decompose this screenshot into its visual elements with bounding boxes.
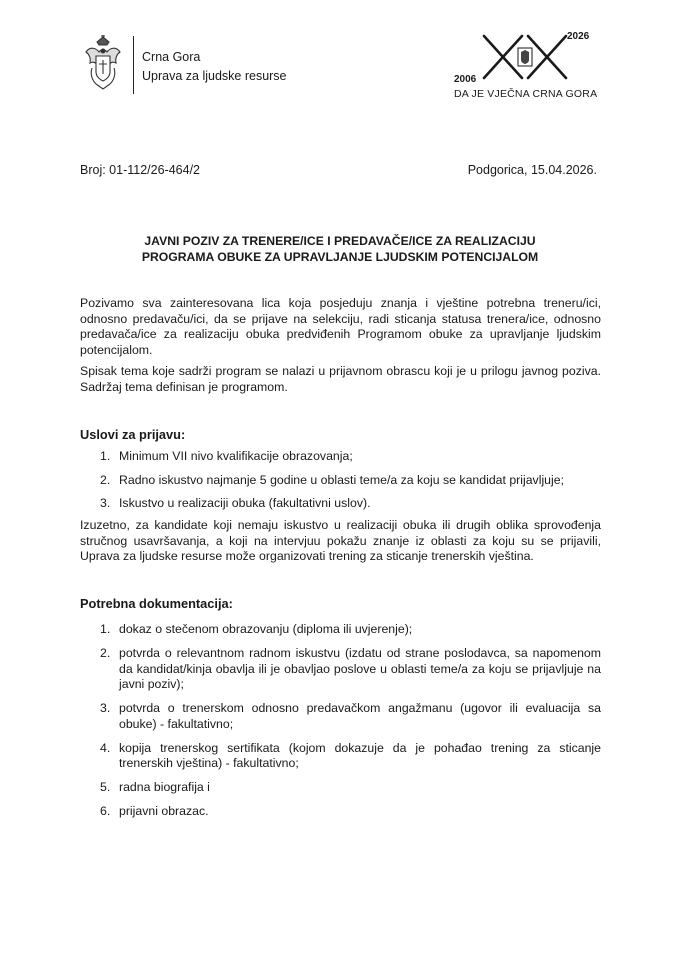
reference-number: Broj: 01-112/26-464/2	[80, 163, 200, 177]
item-number: 3.	[100, 701, 111, 715]
list-item	[80, 646, 601, 693]
list-item	[80, 780, 601, 796]
item-number: 3.	[100, 496, 111, 510]
conditions-list	[80, 449, 601, 520]
list-item	[80, 473, 601, 489]
item-number: 1.	[100, 622, 111, 636]
title-line-1: JAVNI POZIV ZA TRENERE/ICE I PREDAVAČE/ICE ZA REALIZACIJU	[144, 234, 536, 248]
item-text: radna biografija i	[119, 780, 210, 794]
list-item	[80, 804, 601, 820]
conditions-heading: Uslovi za prijavu:	[80, 427, 186, 442]
header-divider	[133, 36, 134, 94]
list-item	[80, 701, 601, 732]
item-text: kopija trenerskog sertifikata (kojom dokazuje da je pohađao trening za sticanje trenerskih vještina) - fakultativno;	[119, 740, 601, 770]
item-text: potvrda o trenerskom odnosno predavačkom angažmanu (ugovor ili evaluacija sa obuke) - fakultativno;	[119, 701, 601, 731]
list-item	[80, 622, 601, 638]
logo-year-left: 2006	[454, 74, 477, 85]
org-country: Crna Gora	[142, 50, 201, 64]
logo-slogan: DA JE VJEČNA CRNA GORA	[454, 88, 598, 100]
item-number: 2.	[100, 472, 111, 487]
organization-name	[142, 48, 287, 86]
item-text: Minimum VII nivo kvalifikacije obrazovanja;	[119, 449, 353, 463]
item-text: Radno iskustvo najmanje 5 godine u oblasti teme/a za koju se kandidat prijavljuje;	[119, 472, 564, 487]
place-date: Podgorica, 15.04.2026.	[467, 163, 597, 177]
intro-paragraph-2: Spisak tema koje sadrži program se nalazi u prijavnom obrascu koji je u prilogu javnog poziva. Sadržaj tema definisan je programom.	[80, 364, 601, 394]
list-item	[80, 449, 601, 465]
intro-paragraph-1: Pozivamo sva zainteresovana lica koja posjeduju znanja i vještine potrebna treneru/ici, odnosno predavaču/ici, da se prijave na selekciju, radi sticanja statusa trenera/ice, odnosno predavača/ice za realizaciju obuka predviđenih Programom obuke za upravljanje ljudskim potencijalom.	[80, 296, 601, 357]
logo-year-right: 2026	[567, 31, 590, 42]
item-number: 1.	[100, 449, 111, 463]
coat-of-arms-icon	[82, 34, 124, 92]
documents-list	[80, 622, 601, 828]
item-text: dokaz o stečenom obrazovanju (diploma ili uvjerenje);	[119, 622, 413, 636]
conditions-note: Izuzetno, za kandidate koji nemaju iskustvo u realizaciji obuka ili drugih oblika sprovođenja stručnog usavršavanja, a koji na intervjuu pokažu znanje iz oblasti za koju su se prijavili, Uprava za ljudske resurse može organizovati trening za sticanje trenerskih vještina.	[80, 518, 601, 563]
item-number: 6.	[100, 804, 111, 818]
item-number: 4.	[100, 740, 111, 755]
title-line-2: PROGRAMA OBUKE ZA UPRAVLJANJE LJUDSKIM POTENCIJALOM	[141, 250, 539, 264]
list-item	[80, 496, 601, 512]
item-number: 5.	[100, 780, 111, 794]
list-item	[80, 741, 601, 772]
documents-heading: Potrebna dokumentacija:	[80, 596, 233, 611]
org-institution: Uprava za ljudske resurse	[142, 69, 287, 83]
item-text: prijavni obrazac.	[119, 804, 209, 818]
item-number: 2.	[100, 646, 111, 660]
item-text: potvrda o relevantnom radnom iskustvu (izdatu od strane poslodavca, sa napomenom da kandidat/kinja obavlja ili je obavljao poslove u oblasti teme/a za koju se prijavljuje na javni poziv);	[119, 646, 601, 691]
item-text: Iskustvo u realizaciji obuka (fakultativni uslov).	[119, 496, 371, 510]
document-title	[80, 233, 600, 265]
